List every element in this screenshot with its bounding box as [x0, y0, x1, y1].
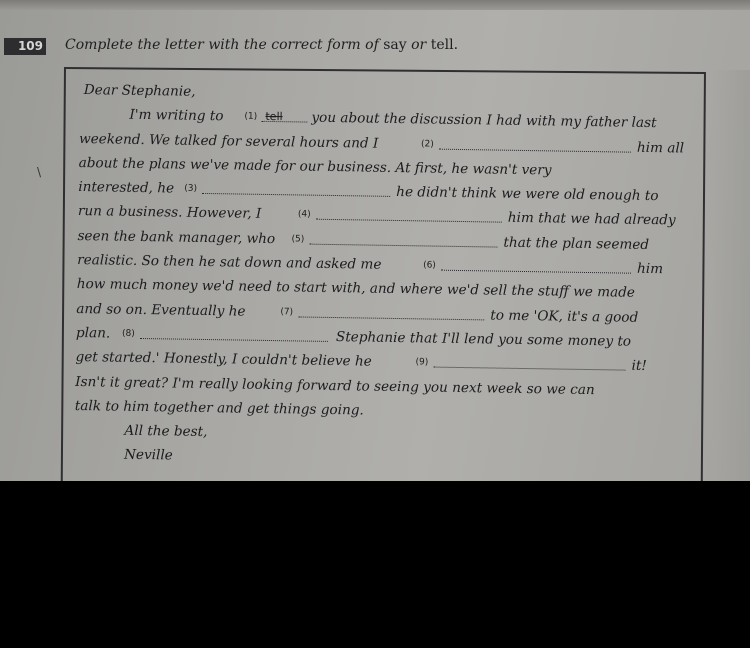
gap-blank-9[interactable] [433, 367, 625, 371]
line-text: him all [636, 139, 685, 157]
line-text: how much money we'd need to start with, and where we'd sell the stuff we made [76, 276, 636, 302]
line-text: seen the bank manager, who [77, 227, 276, 247]
gap-blank-4[interactable] [316, 219, 502, 223]
instruction-text: Complete the letter with the correct form of [65, 37, 384, 53]
gap-number-5: (5) [291, 234, 305, 245]
gap-number-8: (8) [121, 328, 135, 339]
page-top-edge [0, 0, 750, 10]
closing: All the best, [124, 422, 208, 441]
gap-number-7: (7) [280, 306, 294, 318]
gap-blank-2[interactable] [439, 148, 631, 152]
line-text: him [636, 260, 664, 278]
exercise-number: 109 [4, 38, 46, 55]
line-text: run a business. However, I [77, 203, 262, 223]
line-text: interested, he [78, 179, 175, 197]
gap-blank-3[interactable] [202, 193, 390, 197]
gap-number-4: (4) [297, 209, 311, 221]
gap-number-6: (6) [423, 260, 436, 271]
page-shadow [712, 70, 750, 481]
gap-number-1: (1) [244, 111, 258, 123]
gap-answer-1: tell [265, 110, 283, 124]
gap-number-2: (2) [420, 138, 434, 150]
line-text: it! [631, 357, 647, 375]
line-text: plan. [75, 324, 111, 342]
line-text: you about the discussion I had with my father last [311, 109, 657, 132]
line-text: that the plan seemed [503, 234, 650, 253]
signature: Neville [123, 447, 173, 464]
line-text: realistic. So then he sat down and asked me [77, 252, 382, 273]
instruction-end: . [453, 37, 459, 53]
gap-blank-7[interactable] [298, 316, 484, 320]
line-text: him that we had already [507, 210, 676, 229]
exercise-instruction [65, 37, 458, 53]
line-text: and so on. Eventually he [76, 300, 246, 320]
gap-blank-8[interactable] [140, 338, 328, 342]
line-text: weekend. We talked for several hours and I [78, 130, 379, 152]
greeting: Dear Stephanie, [83, 82, 196, 100]
line-text: get started.' Honestly, I couldn't believe he [75, 349, 372, 370]
line-text: I'm writing to [129, 107, 224, 125]
line-text: about the plans we've made for our business. At first, he wasn't very [78, 154, 552, 179]
line-text: he didn't think we were old enough to [396, 184, 659, 205]
word-tell: tell [430, 37, 454, 53]
line-text: Stephanie that I'll lend you some money to [335, 329, 632, 350]
margin-mark: \ [37, 165, 42, 179]
line-text: to me 'OK, it's a good [490, 307, 639, 326]
gap-blank-6[interactable] [441, 270, 631, 274]
word-say: say [383, 37, 407, 53]
line-text: talk to him together and get things going. [74, 397, 364, 419]
line-text: Isn't it great? I'm really looking forward to seeing you next week so we can [75, 373, 595, 398]
gap-number-3: (3) [184, 183, 198, 195]
letter-body [74, 78, 702, 476]
instruction-or: or [406, 37, 431, 53]
gap-number-9: (9) [415, 357, 429, 368]
gap-blank-5[interactable] [309, 243, 497, 247]
